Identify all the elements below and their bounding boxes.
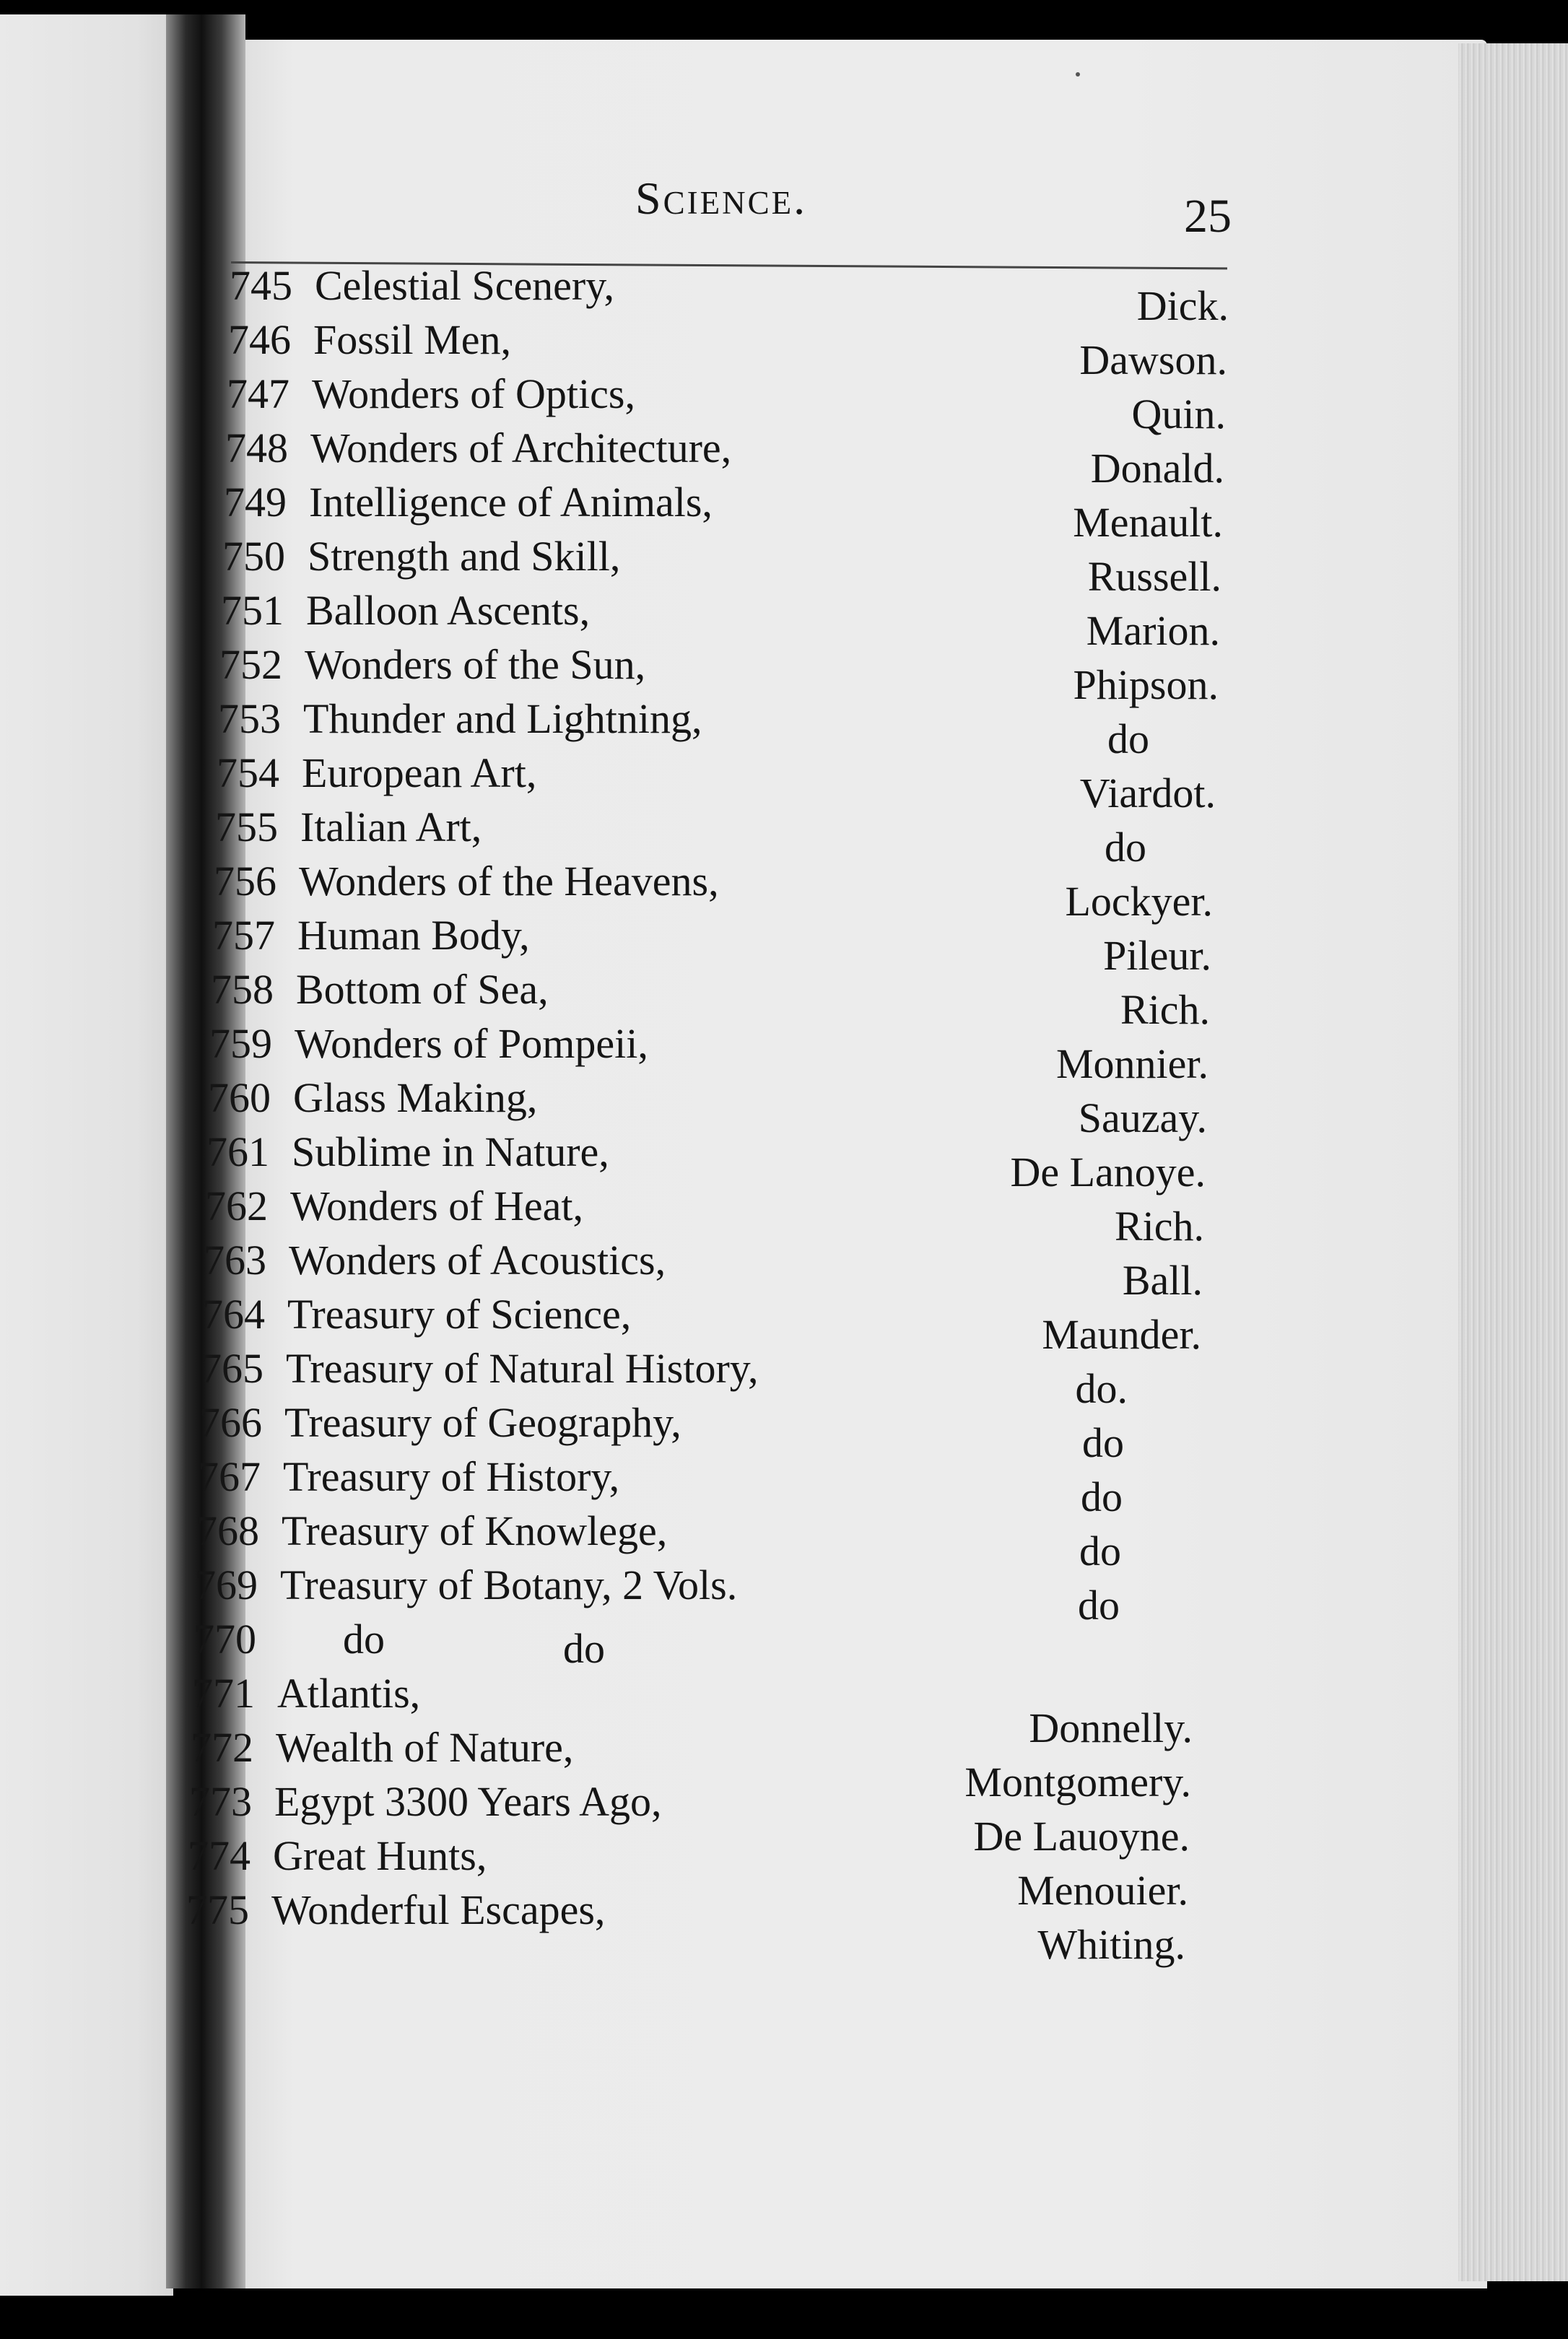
catalog-entry xyxy=(224,478,713,526)
catalog-entry xyxy=(212,911,530,959)
catalog-entry xyxy=(186,1886,605,1934)
entry-number: 765 xyxy=(201,1345,263,1392)
catalog-entry xyxy=(199,1398,681,1447)
entry-author: do xyxy=(1078,1582,1120,1629)
entry-title: Intelligence of Animals, xyxy=(309,479,713,526)
entry-number: 757 xyxy=(212,912,275,959)
entry-number: 759 xyxy=(209,1020,272,1067)
entry-number: 748 xyxy=(225,424,288,471)
entry-title: Wonders of Optics, xyxy=(312,370,635,417)
page-number: 25 xyxy=(1184,190,1232,243)
entry-author: Whiting. xyxy=(1037,1921,1185,1968)
entry-author: do xyxy=(1107,715,1149,762)
entry-title: Wonders of Architecture, xyxy=(310,424,732,471)
entry-author: Phipson. xyxy=(1073,661,1219,708)
entry-author: Montgomery. xyxy=(964,1759,1191,1806)
entry-author: do xyxy=(1082,1419,1124,1466)
entry-author: Ball. xyxy=(1122,1257,1203,1304)
entry-title: Wonders of Heat, xyxy=(290,1182,584,1229)
catalog-entry xyxy=(211,965,549,1014)
entry-title: Fossil Men, xyxy=(313,316,511,363)
entry-author: De Lauoyne. xyxy=(973,1813,1190,1860)
paper-speck xyxy=(1076,72,1080,77)
entry-title: Strength and Skill, xyxy=(308,533,621,580)
entry-number: 769 xyxy=(195,1561,258,1608)
catalog-entry xyxy=(193,1615,279,1663)
ditto-mark: do xyxy=(563,1625,605,1672)
entry-author: Marion. xyxy=(1086,607,1220,654)
entry-number: 763 xyxy=(204,1237,266,1284)
entry-number: 751 xyxy=(221,587,284,634)
catalog-entry xyxy=(192,1669,420,1717)
catalog-entry xyxy=(195,1561,737,1609)
entry-number: 749 xyxy=(224,479,287,526)
entry-title: Italian Art, xyxy=(300,803,482,850)
entry-title: Celestial Scenery, xyxy=(315,262,614,309)
entry-author: Menouier. xyxy=(1017,1867,1188,1914)
entry-author: Donnelly. xyxy=(1029,1704,1193,1751)
entry-number: 747 xyxy=(227,370,289,417)
entry-number: 771 xyxy=(192,1670,255,1717)
entry-number: 754 xyxy=(217,749,279,796)
catalog-entry xyxy=(191,1723,573,1772)
entry-title: Wonders of the Heavens, xyxy=(299,858,719,905)
catalog-entry xyxy=(201,1344,759,1393)
entry-title: Wonders of Pompeii, xyxy=(295,1020,648,1067)
entry-number: 774 xyxy=(188,1832,251,1879)
entry-title: Egypt 3300 Years Ago, xyxy=(274,1778,662,1825)
entry-title: Treasury of Botany, 2 Vols. xyxy=(280,1561,738,1608)
entry-author: Maunder. xyxy=(1042,1311,1201,1358)
catalog-entry xyxy=(202,1290,631,1338)
entry-author: do xyxy=(1079,1528,1121,1574)
catalog-entry xyxy=(204,1236,666,1284)
catalog-entry xyxy=(205,1182,583,1230)
entry-author: De Lanoye. xyxy=(1010,1149,1206,1195)
entry-title: Atlantis, xyxy=(277,1670,421,1717)
entry-number: 762 xyxy=(205,1182,268,1229)
catalog-entry xyxy=(196,1507,667,1555)
entry-number: 758 xyxy=(211,966,274,1013)
catalog-entry xyxy=(214,857,719,905)
entry-author: do. xyxy=(1075,1365,1128,1412)
catalog-entry xyxy=(206,1128,609,1176)
entry-title: Wonders of the Sun, xyxy=(305,641,646,688)
entry-number: 768 xyxy=(196,1507,259,1554)
entry-number: 746 xyxy=(228,316,291,363)
entry-number: 756 xyxy=(214,858,276,905)
catalog-entry xyxy=(230,261,614,310)
entry-title: Treasury of Geography, xyxy=(284,1399,681,1446)
entry-title: Sublime in Nature, xyxy=(292,1128,609,1175)
entry-title: Wealth of Nature, xyxy=(276,1724,574,1771)
entry-title: Wonders of Acoustics, xyxy=(289,1237,666,1284)
catalog-entry xyxy=(219,640,645,689)
entry-author: Donald. xyxy=(1090,445,1224,492)
entry-number: 755 xyxy=(215,803,278,850)
entry-number: 764 xyxy=(202,1291,265,1338)
entry-number: 775 xyxy=(186,1886,249,1933)
entry-author: Rich. xyxy=(1120,986,1210,1033)
entry-title: Human Body, xyxy=(297,912,530,959)
entry-number: 750 xyxy=(222,533,285,580)
page-edges xyxy=(1458,43,1568,2281)
entry-title: Great Hunts, xyxy=(273,1832,487,1879)
entry-author: Lockyer. xyxy=(1065,878,1213,925)
catalog-entry xyxy=(225,424,731,472)
catalog-entry xyxy=(228,315,511,364)
catalog-entry xyxy=(189,1777,662,1826)
entry-number: 772 xyxy=(191,1724,253,1771)
catalog-entry xyxy=(198,1452,619,1501)
entry-title: Treasury of Natural History, xyxy=(286,1345,759,1392)
ditto-mark: do xyxy=(343,1616,385,1663)
entry-author: Dawson. xyxy=(1079,336,1227,383)
entry-number: 752 xyxy=(219,641,282,688)
entry-author: Rich. xyxy=(1114,1203,1204,1250)
entry-number: 753 xyxy=(218,695,281,742)
entry-number: 770 xyxy=(193,1616,256,1663)
catalog-entry xyxy=(222,532,620,580)
entry-title: Wonderful Escapes, xyxy=(271,1886,606,1933)
entry-title: Thunder and Lightning, xyxy=(303,695,702,742)
catalog-entry xyxy=(221,586,590,635)
entry-author: Menault. xyxy=(1073,499,1223,546)
entry-title: Bottom of Sea, xyxy=(296,966,549,1013)
entry-author: Viardot. xyxy=(1079,770,1216,816)
entry-number: 766 xyxy=(199,1399,262,1446)
entry-author: Quin. xyxy=(1131,391,1226,437)
bottom-edge xyxy=(173,2288,1568,2339)
entry-author: Pileur. xyxy=(1103,932,1211,979)
entry-author: Sauzay. xyxy=(1078,1094,1207,1141)
entry-title: Treasury of History, xyxy=(283,1453,620,1500)
entry-author: Dick. xyxy=(1136,282,1229,329)
catalog-entry xyxy=(208,1073,537,1122)
entry-author: Russell. xyxy=(1087,553,1221,600)
entry-number: 773 xyxy=(189,1778,252,1825)
entry-author: do xyxy=(1105,824,1146,871)
catalog-entry xyxy=(218,694,702,743)
catalog-entry xyxy=(215,803,482,851)
catalog-entry xyxy=(209,1019,648,1068)
entry-number: 745 xyxy=(230,262,292,309)
entry-author: do xyxy=(1081,1473,1123,1520)
entry-author: Monnier. xyxy=(1055,1040,1208,1087)
entry-number: 760 xyxy=(208,1074,271,1121)
section-title: Science. xyxy=(635,173,808,224)
entry-title: Treasury of Science, xyxy=(287,1291,632,1338)
catalog-entry xyxy=(227,370,635,418)
entry-title: Glass Making, xyxy=(293,1074,538,1121)
catalog-entry xyxy=(188,1831,487,1880)
entry-title: European Art, xyxy=(302,749,537,796)
catalog-entry xyxy=(217,749,536,797)
entry-title: Balloon Ascents, xyxy=(306,587,591,634)
entry-number: 767 xyxy=(198,1453,261,1500)
entry-title: Treasury of Knowlege, xyxy=(282,1507,668,1554)
entry-number: 761 xyxy=(206,1128,269,1175)
